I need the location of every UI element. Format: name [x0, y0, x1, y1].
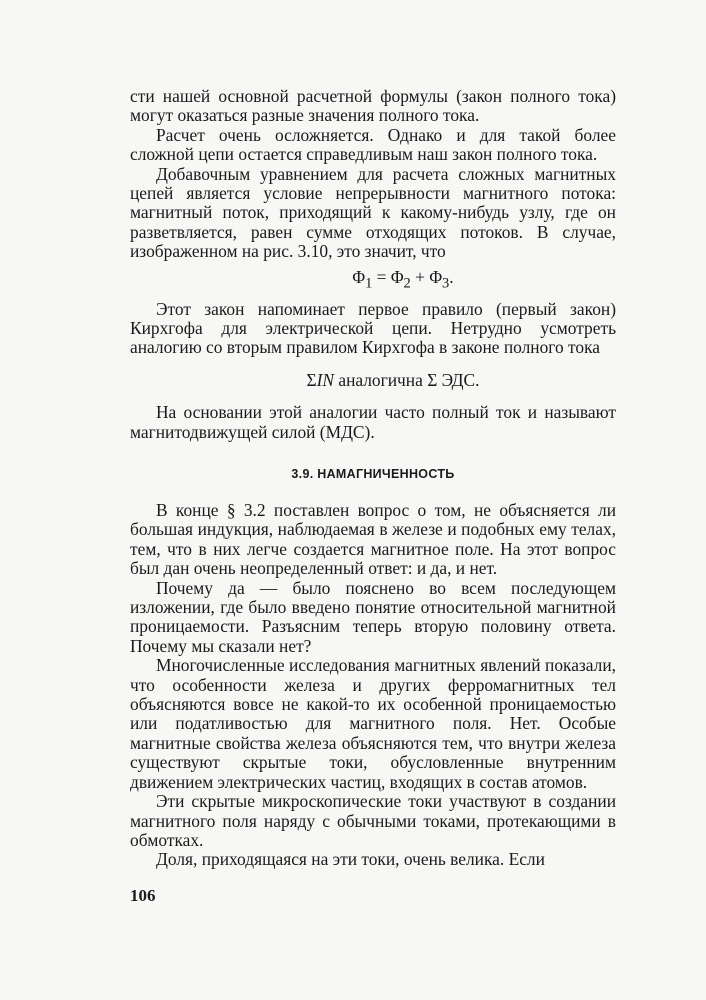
flux-symbol: Φ [390, 266, 404, 287]
flux-equation [190, 268, 616, 294]
paragraph-research: Многочисленные исследования магнитных явлений показали, что особенности железа и других ферромагнитных тел объясняются вовсе не какой-то их особенной проницаемостью или податливостью для магнитного поля. Нет. Особые магнитные свойства железа объясняются тем, что внутри железа существуют скрытые токи, обусловленные внутренним движением электрических частиц, входящих в состав атомов. [130, 655, 616, 792]
section-heading: 3.9. НАМАГНИЧЕННОСТЬ [291, 467, 455, 481]
period: . [449, 266, 454, 287]
paragraph-continuation: сти нашей основной расчетной формулы (закон полного тока) могут оказаться разные значения полного тока. [130, 86, 616, 126]
paragraph-share: Доля, приходящаяся на эти токи, очень велика. Если [156, 849, 545, 870]
paragraph-complication: Расчет очень осложняется. Однако и для такой более сложной цепи остается справедливым наш закон полного тока. [130, 124, 616, 165]
sigma-symbol: Σ [306, 369, 317, 390]
paragraph-hidden-currents: Эти скрытые микроскопические токи участвуют в создании магнитного поля наряду с обычными токами, протекающими в обмотках. [130, 791, 616, 850]
sigma-symbol: Σ [427, 369, 438, 390]
paragraph-why-yes: Почему да — было пояснено во всем последующем изложении, где было введено понятие относительной магнитной проницаемости. Разъясним теперь вторую половину ответа. Почему мы сказали нет? [130, 577, 616, 656]
plus-sign: + [410, 266, 430, 287]
equals-sign: = [372, 266, 391, 287]
flux-subscript: 1 [365, 275, 373, 292]
upper-text-block [130, 87, 616, 442]
analogy-text: аналогична [334, 369, 428, 390]
flux-symbol: Φ [352, 266, 366, 287]
paragraph-flux-continuity: Добавочным уравнением для расчета сложных магнитных цепей является условие непрерывности магнитного потока: магнитный поток, приходящий к какому-нибудь узлу, где он разветвляется, равен сумме отходящих потоков. В случае, изображенном на рис. 3.10, это значит, что [130, 163, 616, 262]
page-number: 106 [130, 886, 156, 905]
flux-subscript: 3 [442, 275, 450, 292]
iw-symbol: IN [316, 369, 334, 390]
flux-subscript: 2 [403, 275, 411, 292]
paragraph-question: В конце § 3.2 поставлен вопрос о том, не объясняется ли большая индукция, наблюдаемая в железе и подобных ему телах, тем, что в них легче создается магнитное поле. На этот вопрос был дан очень неопределенный ответ: и да, и нет. [130, 500, 616, 579]
paragraph-kirchhoff: Этот закон напоминает первое правило (первый закон) Кирхгофа для электрической цепи. Нетрудно усмотреть аналогию со вторым правилом Кирхгофа в законе полного тока [130, 298, 616, 358]
paragraph-mmf: На основании этой аналогии часто полный ток и называют магнитодвижущей силой (МДС). [130, 402, 616, 442]
flux-symbol: Φ [429, 266, 443, 287]
section-text-block [130, 501, 616, 870]
emf-text: ЭДС. [437, 369, 480, 390]
analogy-equation [170, 371, 616, 390]
